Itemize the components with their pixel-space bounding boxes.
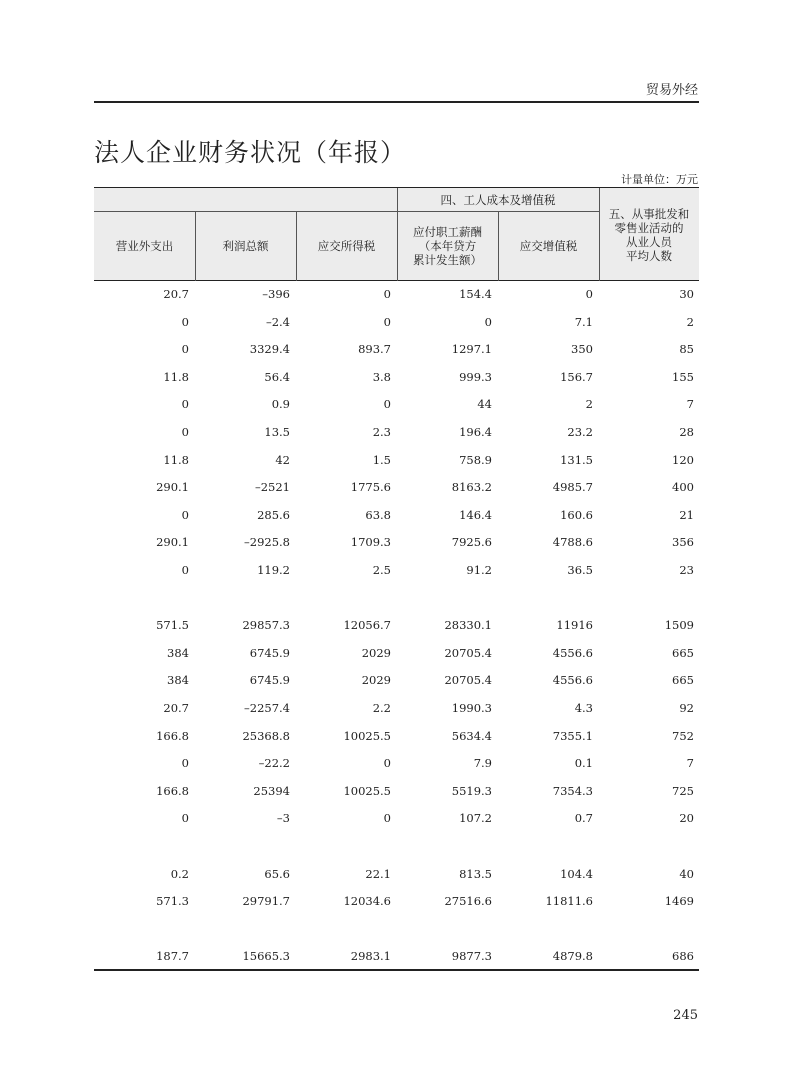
- table-cell: 65.6: [264, 866, 290, 881]
- table-cell: 1709.3: [350, 535, 391, 550]
- table-cell: –3: [276, 811, 290, 826]
- table-cell: 0: [181, 563, 189, 577]
- table-cell: 290.1: [156, 480, 189, 495]
- table-cell: 2983.1: [350, 949, 391, 964]
- table-row: [94, 861, 699, 889]
- table-cell: 4788.6: [552, 535, 593, 550]
- table-cell: 196.4: [459, 425, 492, 439]
- table-cell: 2029: [361, 673, 391, 688]
- table-cell: 0.9: [271, 397, 290, 412]
- table-header: [94, 187, 699, 281]
- table-row: [94, 640, 699, 668]
- table-cell: 25368.8: [242, 728, 290, 743]
- table-cell: 131.5: [560, 452, 593, 467]
- table-cell: 4556.6: [552, 645, 593, 660]
- table-cell: 91.2: [466, 563, 492, 577]
- table-cell: –2925.8: [244, 535, 290, 550]
- table-cell: 154.4: [459, 287, 492, 301]
- table-row: [94, 419, 699, 447]
- table-cell: –2521: [254, 480, 290, 495]
- table-row: [94, 557, 699, 585]
- table-cell: 0.7: [574, 811, 593, 826]
- top-rule: [94, 101, 699, 103]
- table-cell: 7.1: [574, 314, 593, 329]
- table-cell: 1509: [664, 618, 694, 633]
- table-cell: 2: [585, 397, 593, 412]
- table-cell: 29857.3: [242, 618, 290, 633]
- table-cell: 356: [672, 535, 694, 550]
- table-cell: 7.9: [473, 756, 492, 771]
- table-cell: 119.2: [257, 563, 290, 577]
- table-cell: 146.4: [459, 507, 492, 522]
- table-row: [94, 778, 699, 806]
- table-cell: 0: [484, 314, 492, 329]
- table-cell: 2: [686, 314, 694, 329]
- table-row: [94, 309, 699, 337]
- table-cell: 36.5: [567, 563, 593, 577]
- table-cell: 11916: [556, 618, 593, 633]
- table-cell: 15665.3: [242, 949, 290, 964]
- table-cell: –2.4: [265, 314, 290, 329]
- table-cell: 0: [383, 314, 391, 329]
- table-cell: 1297.1: [451, 342, 492, 357]
- table-cell: 56.4: [264, 369, 290, 384]
- table-cell: 571.3: [156, 894, 189, 909]
- table-cell: 0: [181, 507, 189, 522]
- table-cell: 0.1: [574, 756, 593, 771]
- table-cell: 571.5: [156, 618, 189, 633]
- table-cell: 27516.6: [444, 894, 492, 909]
- table-cell: 11811.6: [545, 894, 593, 909]
- table-cell: 350: [571, 342, 593, 357]
- table-cell: 12056.7: [343, 618, 391, 633]
- table-cell: 0: [181, 425, 189, 439]
- table-cell: 3.8: [372, 369, 391, 384]
- table-cell: 665: [672, 673, 694, 688]
- table-cell: 2029: [361, 645, 391, 660]
- table-cell: 6745.9: [249, 673, 290, 688]
- table-cell: 11.8: [163, 369, 189, 384]
- table-cell: 104.4: [560, 866, 593, 881]
- table-cell: –22.2: [258, 756, 290, 771]
- table-cell: 400: [672, 480, 694, 495]
- table-cell: 7: [686, 756, 694, 771]
- section-tag: 贸易外经: [645, 83, 698, 98]
- table-cell: 0: [181, 756, 189, 771]
- table-cell: 30: [679, 287, 694, 301]
- table-cell: 28330.1: [444, 618, 492, 633]
- header-col-4: 应交增值税: [519, 239, 578, 253]
- table-cell: 1775.6: [350, 480, 391, 495]
- table-cell: 11.8: [163, 452, 189, 467]
- table-cell: 9877.3: [451, 949, 492, 964]
- table-cell: 0: [181, 314, 189, 329]
- table-cell: 0: [181, 397, 189, 412]
- table-row: [94, 391, 699, 419]
- table-cell: 20: [679, 811, 694, 826]
- header-col-5: 五、从事批发和 零售业活动的 从业人员 平均人数: [608, 206, 690, 263]
- table-cell: 23.2: [567, 425, 593, 439]
- table-cell: 7925.6: [451, 535, 492, 550]
- unit-label: 计量单位：万元: [621, 173, 698, 186]
- table-cell: 2.2: [372, 701, 391, 715]
- table-row: [94, 336, 699, 364]
- table-cell: 166.8: [156, 728, 189, 743]
- table-cell: 25394: [253, 783, 290, 798]
- table-spacer-row: [94, 833, 699, 861]
- table-row: [94, 447, 699, 475]
- header-col-3: 应付职工薪酬 （本年贷方 累计发生额）: [413, 225, 482, 267]
- header-group-label: 四、工人成本及增值税: [440, 192, 556, 207]
- table-cell: 3329.4: [249, 342, 290, 357]
- header-col-0: 营业外支出: [115, 239, 174, 253]
- table-cell: 23: [679, 563, 694, 577]
- table-cell: 28: [679, 425, 694, 439]
- table-row: [94, 695, 699, 723]
- table-row: [94, 805, 699, 833]
- table-spacer-row: [94, 916, 699, 944]
- table-row: [94, 612, 699, 640]
- table-cell: 0: [383, 397, 391, 412]
- table-row: [94, 723, 699, 751]
- table-cell: 4.3: [574, 701, 593, 715]
- page-title: 法人企业财务状况（年报）: [94, 138, 407, 167]
- table-cell: 0: [383, 811, 391, 826]
- table-cell: 160.6: [560, 507, 593, 522]
- table-cell: 0: [383, 287, 391, 301]
- table-cell: 29791.7: [242, 894, 290, 909]
- table-cell: 92: [679, 701, 694, 715]
- table-cell: 63.8: [365, 507, 391, 522]
- table-cell: 893.7: [358, 342, 391, 357]
- table-spacer-row: [94, 585, 699, 613]
- table-cell: 120: [672, 452, 694, 467]
- table-cell: 7: [686, 397, 694, 412]
- table-cell: 22.1: [365, 866, 391, 881]
- table-cell: 290.1: [156, 535, 189, 550]
- table-cell: 85: [679, 342, 694, 357]
- header-col-1: 利润总额: [222, 239, 269, 253]
- table-cell: 4879.8: [552, 949, 593, 964]
- table-cell: 10025.5: [343, 728, 391, 743]
- header-divider-1: [195, 211, 196, 281]
- table-cell: 44: [477, 397, 492, 412]
- table-cell: 12034.6: [343, 894, 391, 909]
- table-cell: 384: [167, 673, 189, 688]
- table-cell: 166.8: [156, 783, 189, 798]
- table-cell: 5519.3: [451, 783, 492, 798]
- table-cell: 1469: [664, 894, 694, 909]
- table-cell: 7354.3: [552, 783, 593, 798]
- table-cell: 7355.1: [552, 728, 593, 743]
- table-cell: 725: [672, 783, 694, 798]
- table-cell: 42: [275, 452, 290, 467]
- table-cell: 20.7: [163, 287, 189, 301]
- table-row: [94, 667, 699, 695]
- table-cell: 6745.9: [249, 645, 290, 660]
- table-cell: 4985.7: [552, 480, 593, 495]
- table-cell: 10025.5: [343, 783, 391, 798]
- table-cell: 40: [679, 866, 694, 881]
- table-cell: 384: [167, 645, 189, 660]
- table-cell: –2257.4: [244, 701, 290, 715]
- table-cell: 20705.4: [444, 645, 492, 660]
- table-row: [94, 502, 699, 530]
- table-cell: 758.9: [459, 452, 492, 467]
- table-cell: 813.5: [459, 866, 492, 881]
- table-cell: –396: [262, 287, 290, 301]
- table-cell: 999.3: [459, 369, 492, 384]
- table-cell: 2.3: [372, 425, 391, 439]
- table-cell: 686: [672, 949, 694, 964]
- table-cell: 4556.6: [552, 673, 593, 688]
- table-cell: 0: [585, 287, 593, 301]
- header-divider-5: [599, 188, 600, 281]
- header-divider-4: [498, 211, 499, 281]
- table-cell: 752: [672, 728, 694, 743]
- table-cell: 187.7: [156, 949, 189, 964]
- table-row: [94, 474, 699, 502]
- table-row: [94, 943, 699, 971]
- page-number: 245: [673, 1008, 698, 1023]
- bottom-rule: [94, 969, 699, 971]
- table-cell: 0: [181, 811, 189, 826]
- table-cell: 155: [672, 369, 694, 384]
- table-cell: 20.7: [163, 701, 189, 715]
- table-cell: 21: [679, 507, 694, 522]
- table-cell: 1.5: [372, 452, 391, 467]
- header-divider-2: [296, 211, 297, 281]
- header-divider-3: [397, 188, 398, 281]
- table-row: [94, 281, 699, 309]
- table-cell: 20705.4: [444, 673, 492, 688]
- table-cell: 8163.2: [451, 480, 492, 495]
- table-cell: 285.6: [257, 507, 290, 522]
- table-row: [94, 888, 699, 916]
- header-col-2: 应交所得税: [317, 239, 376, 253]
- table-cell: 1990.3: [451, 701, 492, 715]
- table-cell: 5634.4: [451, 728, 492, 743]
- table-row: [94, 364, 699, 392]
- table-cell: 0: [383, 756, 391, 771]
- table-cell: 0.2: [170, 866, 189, 881]
- table-cell: 107.2: [459, 811, 492, 826]
- table-row: [94, 750, 699, 778]
- table-cell: 13.5: [264, 425, 290, 439]
- table-row: [94, 529, 699, 557]
- table-cell: 156.7: [560, 369, 593, 384]
- table-cell: 665: [672, 645, 694, 660]
- table-cell: 0: [181, 342, 189, 357]
- table-cell: 2.5: [372, 563, 391, 577]
